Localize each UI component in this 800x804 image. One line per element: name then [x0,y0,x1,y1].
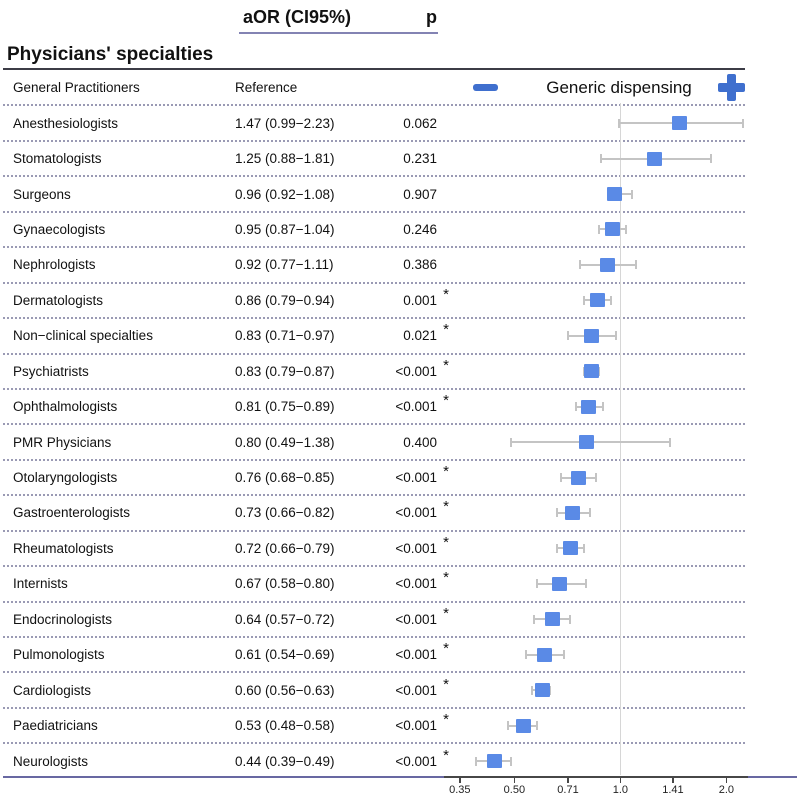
table-row [0,495,800,530]
axis-tick [459,778,461,783]
point-estimate-marker [672,116,687,130]
forest-plot-cell [444,602,748,637]
table-row [0,602,800,637]
forest-plot-cell [444,318,748,353]
p-value [375,151,437,166]
table-row [0,212,800,247]
forest-plot-cell [444,708,748,743]
ci-cap-right [635,260,637,269]
ci-cap-right [569,615,571,624]
significance-star: * [443,746,449,764]
forest-plot-cell [444,637,748,672]
table-row [0,354,800,389]
row-label: Otolaryngologists [13,470,118,486]
forest-plot-cell [444,672,748,707]
or-ci-value: 0.72 (0.66−0.79) [235,540,335,556]
significance-star: * [443,392,449,410]
axis-tick [726,778,728,783]
table-row [0,531,800,566]
or-ci-value: 0.96 (0.92−1.08) [235,186,335,202]
ci-cap-right [625,225,627,234]
p-value [375,116,437,131]
row-label: Rheumatologists [13,540,114,556]
ci-cap-left [531,686,533,695]
significance-star: * [443,640,449,658]
point-estimate-marker [552,577,567,591]
point-estimate-marker [579,435,594,449]
row-label: Anesthesiologists [13,115,119,131]
table-row [0,708,800,743]
table-row [0,460,800,495]
or-ci-value: 0.61 (0.54−0.69) [235,647,335,663]
ci-cap-left [618,119,620,128]
p-value-text: <0.001 [395,647,437,663]
point-estimate-marker [487,754,502,768]
axis-tick-label: 1.0 [612,784,629,796]
p-value-text: <0.001 [395,576,437,592]
p-value-text: <0.001 [395,540,437,556]
p-value-text: 0.246 [403,221,437,237]
p-value-text: 0.062 [403,115,437,131]
or-ci-value: 0.92 (0.77−1.11) [235,257,334,273]
or-ci-value: 0.53 (0.48−0.58) [235,718,335,734]
significance-star: * [443,463,449,481]
ci-cap-left [600,154,602,163]
minus-icon [473,84,498,91]
header-underline [239,32,438,34]
table-row [0,141,800,176]
ci-cap-left [583,296,585,305]
axis-tick [567,778,569,783]
point-estimate-marker [607,187,622,201]
row-label: Paediatricians [13,718,98,734]
p-value [375,222,437,237]
ci-cap-left [556,544,558,553]
point-estimate-marker [516,719,531,733]
axis-tick-label: 0.35 [449,784,471,796]
p-value-text: <0.001 [395,611,437,627]
ci-cap-right [669,438,671,447]
row-label: Surgeons [13,186,71,202]
ci-cap-left [536,579,538,588]
ci-cap-left [598,225,600,234]
legend-label: Generic dispensing [546,77,692,97]
p-value-text: <0.001 [395,682,437,698]
ci-cap-right [583,544,585,553]
p-value-text: 0.001 [403,292,437,308]
p-value [375,285,449,308]
ci-cap-left [556,508,558,517]
p-value [375,356,449,379]
p-value-text: 0.021 [403,328,437,344]
forest-plot-cell [444,424,748,459]
p-value-text: 0.400 [403,434,437,450]
or-ci-value: 1.25 (0.88−1.81) [235,151,335,167]
point-estimate-marker [605,222,620,236]
forest-plot-cell [444,247,748,282]
ci-cap-right [710,154,712,163]
point-estimate-marker [537,648,552,662]
point-estimate-marker [584,364,599,378]
forest-plot-cell [444,70,748,105]
p-value-text: <0.001 [395,363,437,379]
or-ci-value: 0.83 (0.79−0.87) [235,363,335,379]
table-row [0,672,800,707]
ci-cap-right [585,579,587,588]
row-label: Psychiatrists [13,363,89,379]
or-ci-value: 0.80 (0.49−1.38) [235,434,335,450]
p-value [375,604,449,627]
forest-plot-cell [444,176,748,211]
forest-plot-cell [444,389,748,424]
p-value-text: 0.231 [403,151,437,167]
table-row [0,566,800,601]
row-label: Internists [13,576,68,592]
ci-cap-left [579,260,581,269]
or-ci-value: Reference [235,80,298,96]
ci-cap-right [602,402,604,411]
p-value-text: 0.907 [403,186,437,202]
ci-cap-left [507,721,509,730]
ci-cap-left [560,473,562,482]
point-estimate-marker [571,471,586,485]
or-ci-value: 0.60 (0.56−0.63) [235,682,335,698]
significance-star: * [443,711,449,729]
p-value [375,257,437,272]
p-value [375,392,449,415]
or-ci-value: 0.64 (0.57−0.72) [235,611,335,627]
ci-cap-right [615,331,617,340]
ci-cap-left [525,650,527,659]
p-value-text: <0.001 [395,470,437,486]
p-value [375,187,437,202]
page-title: Physicians' specialties [7,44,214,65]
row-label: Gynaecologists [13,221,106,237]
row-label: Nephrologists [13,257,96,273]
significance-star: * [443,533,449,551]
ci-cap-right [510,757,512,766]
or-ci-value: 0.83 (0.71−0.97) [235,328,335,344]
row-label: Non−clinical specialties [13,328,153,344]
point-estimate-marker [565,506,580,520]
plus-icon [718,74,745,101]
p-value-text: <0.001 [395,718,437,734]
point-estimate-marker [647,152,662,166]
point-estimate-marker [535,683,550,697]
forest-plot-cell [444,212,748,247]
axis-tick [672,778,674,783]
axis-tick [620,778,622,783]
significance-star: * [443,285,449,303]
forest-plot-cell [444,283,748,318]
row-label: General Practitioners [13,80,140,96]
forest-plot-cell [444,743,748,778]
column-header-aor-ci: aOR (CI95%) [243,7,352,27]
row-label: Cardiologists [13,682,92,698]
reference-line [620,103,622,775]
p-value [375,435,437,450]
significance-star: * [443,569,449,587]
table-row [0,424,800,459]
p-value-text: <0.001 [395,505,437,521]
significance-star: * [443,321,449,339]
table-row [0,637,800,672]
axis-tick-label: 0.71 [557,784,579,796]
axis-tick [514,778,516,783]
table-row [0,389,800,424]
ci-cap-right [589,508,591,517]
point-estimate-marker [545,612,560,626]
row-label: Stomatologists [13,151,102,167]
ci-cap-left [567,331,569,340]
table-row [0,283,800,318]
significance-star: * [443,356,449,374]
forest-plot-cell [444,495,748,530]
row-label: Endocrinologists [13,611,113,627]
p-value [375,640,449,663]
p-value [375,533,449,556]
p-value-text: 0.386 [403,257,437,273]
point-estimate-marker [584,329,599,343]
significance-star: * [443,675,449,693]
p-value [375,463,449,486]
or-ci-value: 0.95 (0.87−1.04) [235,221,335,237]
ci-cap-right [610,296,612,305]
axis-tick-label: 0.50 [503,784,526,796]
row-label: Pulmonologists [13,647,105,663]
or-ci-value: 0.76 (0.68−0.85) [235,470,335,486]
row-label: Dermatologists [13,292,104,308]
forest-plot-cell [444,460,748,495]
or-ci-value: 0.67 (0.58−0.80) [235,576,335,592]
table-row [0,105,800,140]
point-estimate-marker [563,541,578,555]
ci-cap-left [533,615,535,624]
table-row [0,176,800,211]
ci-cap-left [510,438,512,447]
or-ci-value: 1.47 (0.99−2.23) [235,115,335,131]
forest-plot-cell [444,141,748,176]
table-body [0,70,800,779]
column-header-p: p [426,7,437,27]
p-value [375,569,449,592]
or-ci-value: 0.86 (0.79−0.94) [235,292,335,308]
p-value [375,321,449,344]
forest-plot-cell [444,531,748,566]
significance-star: * [443,498,449,516]
row-label: Neurologists [13,753,89,769]
table-row [0,743,800,778]
p-value [375,498,449,521]
axis-tick-label: 2.0 [718,784,735,796]
point-estimate-marker [600,258,615,272]
table-row [0,247,800,282]
or-ci-value: 0.73 (0.66−0.82) [235,505,335,521]
p-value-text: <0.001 [395,753,437,769]
p-value-text: <0.001 [395,399,437,415]
point-estimate-marker [581,400,596,414]
ci-cap-right [631,190,633,199]
ci-cap-left [575,402,577,411]
forest-plot-cell [444,566,748,601]
or-ci-value: 0.44 (0.39−0.49) [235,753,335,769]
ci-cap-right [563,650,565,659]
ci-cap-right [595,473,597,482]
forest-plot-cell [444,105,748,140]
ci-cap-left [475,757,477,766]
table-row [0,70,800,105]
point-estimate-marker [590,293,605,307]
table-row [0,318,800,353]
forest-plot-cell [444,354,748,389]
row-label: Ophthalmologists [13,399,118,415]
row-label: Gastroenterologists [13,505,131,521]
p-value [375,746,449,769]
p-value [375,711,449,734]
ci-cap-right [536,721,538,730]
row-label: PMR Physicians [13,434,112,450]
x-axis [444,776,748,778]
ci-cap-right [742,119,744,128]
significance-star: * [443,604,449,622]
p-value [375,675,449,698]
or-ci-value: 0.81 (0.75−0.89) [235,399,335,415]
axis-tick-label: 1.41 [662,784,684,796]
